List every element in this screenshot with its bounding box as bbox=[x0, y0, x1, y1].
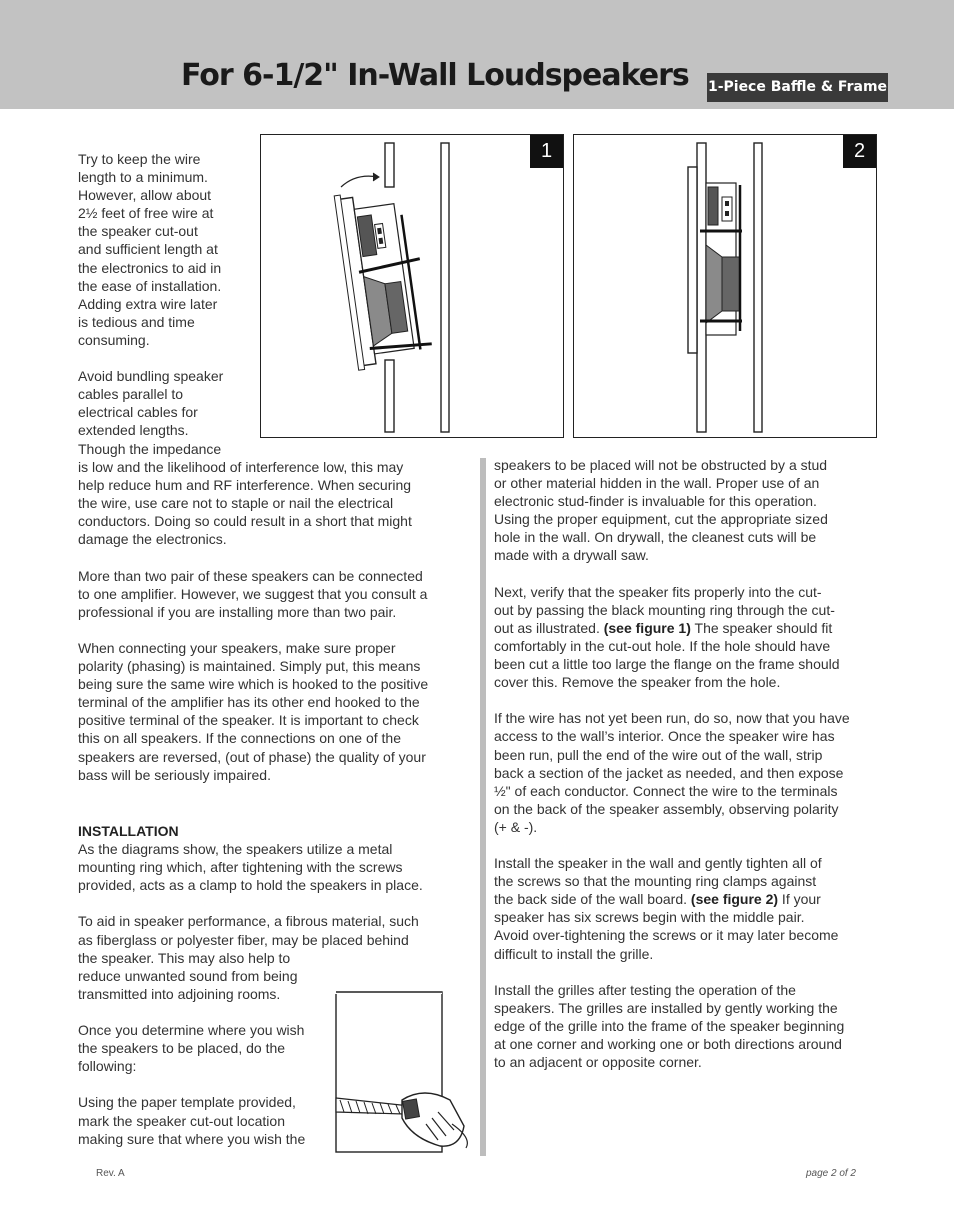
text-line: Install the grilles after testing the operation of the bbox=[494, 981, 796, 998]
text-line: access to the wall’s interior. Once the speaker wire has bbox=[494, 728, 835, 745]
text-line: When connecting your speakers, make sure proper bbox=[78, 639, 396, 656]
text-line: difficult to install the grille. bbox=[494, 945, 654, 962]
text-line: Once you determine where you wish bbox=[78, 1022, 305, 1039]
text-line: or other material hidden in the wall. Proper use of an bbox=[494, 475, 820, 492]
page-title: For 6-1/2" In-Wall Loudspeakers bbox=[181, 58, 689, 93]
text-line: speakers to be placed will not be obstructed by a stud bbox=[494, 457, 828, 473]
intro-text-block bbox=[78, 150, 223, 458]
text-line: making sure that where you wish the bbox=[78, 1130, 306, 1147]
page-number: page 2 of 2 bbox=[805, 1168, 856, 1179]
column-divider bbox=[480, 458, 486, 1156]
text-line: comfortably in the cut-out hole. If the hole should have bbox=[494, 637, 831, 654]
figure-2-reference-line: the back side of the wall board. (see figure 2) If your bbox=[494, 891, 821, 908]
revision-label: Rev. A bbox=[96, 1168, 125, 1179]
text-line: the ease of installation. bbox=[78, 277, 222, 294]
text-line bbox=[78, 621, 428, 639]
text-line: professional if you are installing more than two pair. bbox=[78, 603, 397, 620]
right-column-text bbox=[494, 456, 850, 1071]
text-line: Using the paper template provided, bbox=[78, 1094, 296, 1111]
text-line: been cut a little too large the flange on the frame should bbox=[494, 656, 840, 673]
text-line: transmitted into adjoining rooms. bbox=[78, 985, 281, 1002]
text-line: (+ & -). bbox=[494, 818, 538, 835]
text-line: to an adjacent or opposite corner. bbox=[494, 1054, 702, 1071]
see-figure-1-ref: (see figure 1) bbox=[603, 619, 691, 636]
text-line: the speaker. This may also help to bbox=[78, 949, 291, 966]
text-line: Avoid over-tightening the screws or it may later become bbox=[494, 927, 839, 944]
figure-1 bbox=[260, 134, 564, 438]
text-line: edge of the grille into the frame of the speaker beginning bbox=[494, 1017, 845, 1034]
text-line: following: bbox=[78, 1058, 137, 1075]
text-line: conductors. Doing so could result in a short that might bbox=[78, 513, 412, 530]
installation-heading: INSTALLATION bbox=[78, 823, 179, 839]
text-line: damage the electronics. bbox=[78, 531, 227, 548]
figure-1-diagram bbox=[261, 135, 563, 437]
text-line: positive terminal of the speaker. It is important to check bbox=[78, 712, 419, 729]
figure-2-diagram bbox=[574, 135, 876, 437]
text-line: Next, verify that the speaker fits properly into the cut- bbox=[494, 583, 822, 600]
text-line: out by passing the black mounting ring through the cut- bbox=[494, 601, 835, 618]
text-line: made with a drywall saw. bbox=[494, 547, 649, 564]
figure-2-number: 2 bbox=[843, 135, 876, 168]
text-line: extended lengths. bbox=[78, 422, 189, 439]
text-line: mounting ring which, after tightening with the screws bbox=[78, 859, 403, 876]
text-line: terminal of the amplifier has its other end hooked to the bbox=[78, 694, 420, 711]
text-line: To aid in speaker performance, a fibrous material, such bbox=[78, 913, 419, 930]
text-line bbox=[78, 548, 428, 566]
text-line: cover this. Remove the speaker from the hole. bbox=[494, 674, 781, 691]
left-column-text bbox=[78, 458, 428, 784]
text-line: Avoid bundling speaker bbox=[78, 368, 224, 385]
text-line: speaker has six screws begin with the middle pair. bbox=[494, 909, 805, 926]
text-line: However, allow about bbox=[78, 187, 212, 204]
text-line: hole in the wall. On drywall, the cleanest cuts will be bbox=[494, 529, 817, 546]
text-line: the screws so that the mounting ring clamps against bbox=[494, 873, 817, 890]
text-line: reduce unwanted sound from being bbox=[78, 967, 298, 984]
product-type-badge: 1-Piece Baffle & Frame bbox=[707, 73, 888, 102]
text-line: electrical cables for bbox=[78, 404, 198, 421]
text-line: More than two pair of these speakers can be connected bbox=[78, 567, 423, 584]
text-line: Install the speaker in the wall and gently tighten all of bbox=[494, 855, 822, 872]
text-line: polarity (phasing) is maintained. Simply put, this means bbox=[78, 658, 421, 675]
text-line: speakers. The grilles are installed by gently working the bbox=[494, 999, 838, 1016]
text-line: being sure the same wire which is hooked to the positive bbox=[78, 676, 429, 693]
text-line: length to a minimum. bbox=[78, 169, 208, 186]
text-line: Using the proper equipment, cut the appropriate sized bbox=[494, 511, 828, 528]
text-line: to one amplifier. However, we suggest that you consult a bbox=[78, 585, 428, 602]
text-line: 2½ feet of free wire at bbox=[78, 205, 214, 222]
text-line: the wire, use care not to staple or nail the electrical bbox=[78, 495, 394, 512]
text-line: is low and the likelihood of interference low, this may bbox=[78, 459, 404, 475]
figure-1-number: 1 bbox=[530, 135, 563, 168]
figure-1-reference-line: out as illustrated. (see figure 1) The speaker should fit bbox=[494, 619, 833, 636]
text-line: cables parallel to bbox=[78, 386, 184, 403]
text-line: ½" of each conductor. Connect the wire to the terminals bbox=[494, 782, 838, 799]
text-line: As the diagrams show, the speakers utilize a metal bbox=[78, 841, 393, 858]
text-line: mark the speaker cut-out location bbox=[78, 1112, 285, 1129]
text-line: at one corner and working one or both directions around bbox=[494, 1036, 842, 1052]
text-line: Try to keep the wire bbox=[78, 151, 201, 167]
text-line: Adding extra wire later bbox=[78, 295, 218, 312]
text-line: speakers are reversed, (out of phase) the quality of your bbox=[78, 748, 426, 765]
figure-2 bbox=[573, 134, 877, 438]
see-figure-2-ref: (see figure 2) bbox=[690, 891, 779, 908]
text-line: the speakers to be placed, do the bbox=[78, 1040, 286, 1057]
text-line: as fiberglass or polyester fiber, may be placed behind bbox=[78, 931, 409, 948]
text-line: bass will be seriously impaired. bbox=[78, 766, 271, 783]
text-line: consuming. bbox=[78, 331, 150, 348]
text-line: help reduce hum and RF interference. When securing bbox=[78, 477, 412, 494]
text-line: is tedious and time bbox=[78, 313, 195, 330]
text-line bbox=[78, 349, 223, 367]
text-line: the speaker cut-out bbox=[78, 223, 198, 240]
text-line: the electronics to aid in bbox=[78, 259, 222, 276]
text-line: on the back of the speaker assembly, observing polarity bbox=[494, 800, 839, 817]
text-line: been run, pull the end of the wire out of the wall, strip bbox=[494, 746, 823, 763]
text-line: provided, acts as a clamp to hold the speakers in place. bbox=[78, 877, 423, 894]
text-line: this on all speakers. If the connections on one of the bbox=[78, 730, 401, 747]
text-line: and sufficient length at bbox=[78, 241, 218, 258]
text-line: electronic stud-finder is invaluable for this operation. bbox=[494, 493, 817, 510]
drywall-saw-illustration bbox=[332, 988, 478, 1154]
text-line bbox=[78, 894, 423, 912]
text-line: Though the impedance bbox=[78, 440, 222, 457]
text-line: If the wire has not yet been run, do so, now that you have bbox=[494, 710, 850, 727]
text-line: back a section of the jacket as needed, and then expose bbox=[494, 764, 844, 781]
